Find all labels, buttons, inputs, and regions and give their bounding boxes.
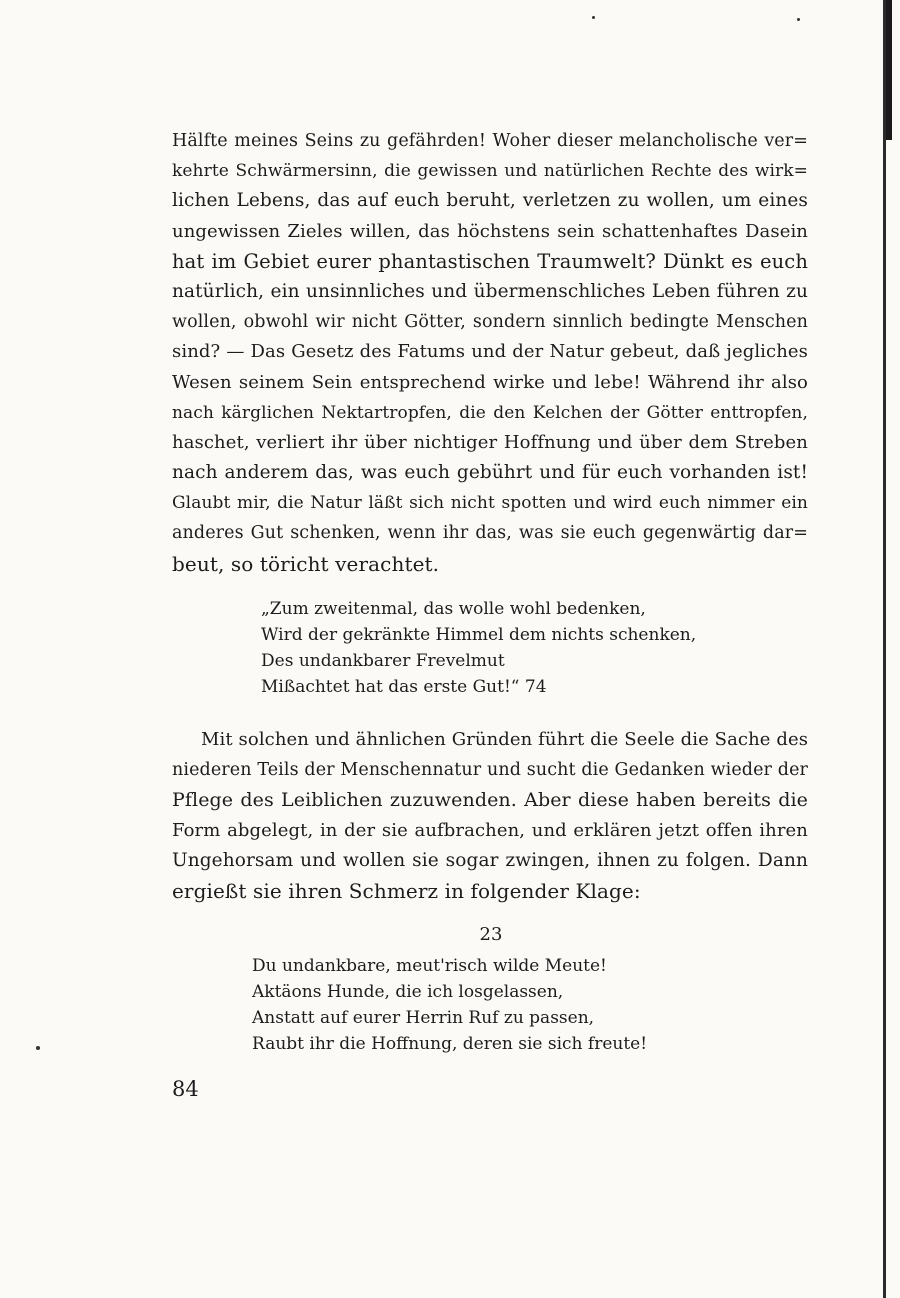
text-line: wollen, obwohl wir nicht Götter, sondern sinnlich bedingte Menschen — [172, 312, 808, 333]
verse-line: Aktäons Hunde, die ich losgelassen, — [252, 982, 564, 1002]
verse-stanza — [252, 953, 712, 1057]
text-line: beut, so töricht verachtet. — [172, 551, 440, 576]
text-line: Form abgelegt, in der sie aufbrachen, und erklären jetzt offen ihren — [172, 819, 808, 841]
text-line: natürlich, ein unsinnliches und übermenschliches Leben führen zu — [172, 280, 808, 302]
text-line: Mit solchen und ähnlichen Gründen führt die Seele die Sache des — [201, 729, 809, 750]
verse-line: Du undankbare, meut'risch wilde Meute! — [252, 956, 607, 976]
text-line: Wesen seinem Sein entsprechend wirke und lebe! Während ihr also — [172, 371, 808, 393]
verse-line: „Zum zweitenmal, das wolle wohl bedenken, — [261, 599, 646, 619]
page-number: 84 — [172, 1077, 199, 1101]
text-line: ungewissen Zieles willen, das höchstens sein schattenhaftes Dasein — [172, 220, 808, 242]
verse-line: Des undankbarer Frevelmut — [261, 651, 505, 671]
scan-speck — [797, 18, 800, 21]
text-line: lichen Lebens, das auf euch beruht, verletzen zu wollen, um eines — [172, 190, 808, 212]
paragraph-2 — [172, 725, 808, 906]
text-line: Pflege des Leiblichen zuzuwenden. Aber diese haben bereits die — [172, 789, 808, 812]
text-line: niederen Teils der Menschennatur und sucht die Gedanken wieder der — [172, 760, 808, 781]
verse-line: Mißachtet hat das erste Gut!“ 74 — [261, 677, 547, 697]
text-line: Glaubt mir, die Natur läßt sich nicht spotten und wird euch nimmer ein — [172, 493, 808, 514]
text-line: Hälfte meines Seins zu gefährden! Woher dieser melancholische ver= — [172, 131, 808, 151]
text-line: ergießt sie ihren Schmerz in folgender Klage: — [172, 878, 641, 903]
text-line: nach anderem das, was euch gebührt und für euch vorhanden ist! — [172, 462, 808, 484]
text-line: sind? — Das Gesetz des Fatums und der Natur gebeut, daß jegliches — [172, 341, 808, 363]
text-line: anderes Gut schenken, wenn ihr das, was sie euch gegenwärtig dar= — [172, 523, 808, 544]
verse-line: Raubt ihr die Hoffnung, deren sie sich freute! — [252, 1034, 648, 1054]
scan-speck — [592, 16, 595, 19]
scan-speck — [36, 1046, 40, 1050]
text-line: kehrte Schwärmersinn, die gewissen und natürlichen Rechte des wirk= — [172, 161, 808, 182]
verse-line: Anstatt auf eurer Herrin Ruf zu passen, — [252, 1008, 595, 1028]
stanza-number: 23 — [479, 924, 503, 945]
binding-edge — [883, 0, 886, 1298]
text-line: nach kärglichen Nektartropfen, die den Kelchen der Götter enttropfen, — [172, 402, 808, 423]
text-line: haschet, verliert ihr über nichtiger Hoffnung und über dem Streben — [172, 431, 808, 453]
paragraph-1 — [172, 126, 808, 579]
text-line: Ungehorsam und wollen sie sogar zwingen, ihnen zu folgen. Dann — [172, 849, 808, 871]
verse-line: Wird der gekränkte Himmel dem nichts schenken, — [261, 625, 697, 645]
verse-quotation — [261, 596, 721, 700]
text-line: hat im Gebiet eurer phantastischen Traumwelt? Dünkt es euch — [172, 249, 808, 273]
